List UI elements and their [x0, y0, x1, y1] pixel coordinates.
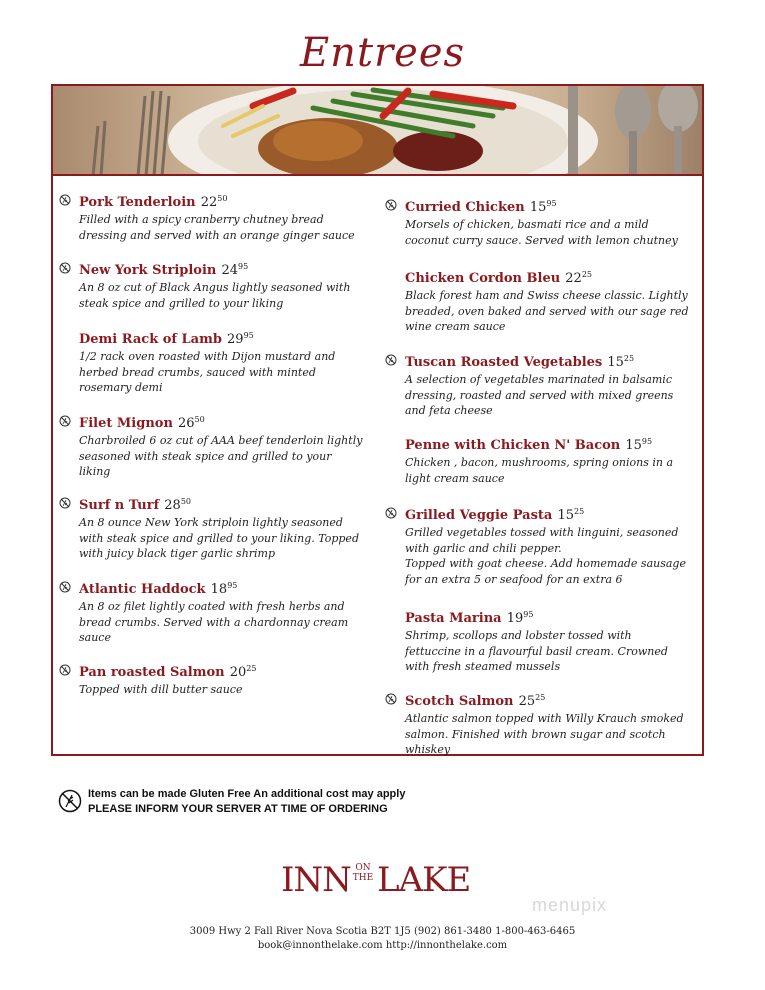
- item-price: $29^{95}$: [227, 331, 254, 347]
- gluten-free-icon: [385, 693, 397, 705]
- gluten-free-icon: [385, 199, 397, 211]
- menu-item: [79, 494, 359, 562]
- item-description: Morsels of chicken, basmati rice and a mild coconut curry sauce. Served with lemon chutney: [405, 218, 678, 247]
- footer-web: book@innonthelake.com http://innonthelake.com: [257, 940, 508, 951]
- item-price: $22^{25}$: [565, 270, 592, 286]
- logo-lake: LAKE: [377, 860, 471, 900]
- menu-item: [79, 191, 355, 243]
- item-description: An 8 oz filet lightly coated with fresh herbs and bread crumbs. Served with a chardonnay cream sauce: [79, 600, 349, 644]
- menu-item: [405, 434, 673, 486]
- item-name: Pan roasted Salmon: [79, 665, 225, 680]
- menu-item: [405, 607, 668, 675]
- item-description: Black forest ham and Swiss cheese classic. Lightly breaded, oven baked and served with our sage red wine cream sauce: [405, 289, 689, 333]
- menu-item: [79, 259, 350, 311]
- item-name: Surf n Turf: [79, 498, 160, 513]
- gluten-free-icon: [59, 262, 71, 274]
- menu-frame: [51, 84, 704, 756]
- logo-inn: INN: [281, 860, 351, 900]
- item-price: $28^{50}$: [164, 497, 191, 513]
- menu-item: [79, 661, 256, 698]
- item-description: Atlantic salmon topped with Willy Krauch smoked salmon. Finished with brown sugar and scotch whiskey: [405, 712, 684, 756]
- gluten-free-icon: [385, 354, 397, 366]
- item-description: 1/2 rack oven roasted with Dijon mustard and herbed bread crumbs, sauced with minted rosemary demi: [79, 350, 336, 394]
- item-name: Filet Mignon: [79, 416, 173, 431]
- gluten-free-icon: [59, 664, 71, 676]
- item-name: Chicken Cordon Bleu: [405, 271, 561, 286]
- item-name: Pork Tenderloin: [79, 195, 196, 210]
- watermark: menupix: [532, 895, 608, 915]
- menu-item: [79, 328, 335, 396]
- item-description: An 8 oz cut of Black Angus lightly seasoned with steak spice and grilled to your liking: [79, 281, 351, 310]
- menu-item: [405, 351, 673, 419]
- item-name: Grilled Veggie Pasta: [405, 508, 553, 523]
- item-price: $15^{25}$: [557, 507, 585, 523]
- item-price: $15^{25}$: [607, 354, 635, 370]
- item-description: An 8 ounce New York striploin lightly seasoned with steak spice and grilled to your liking. Topped with juicy black tiger garlic shrimp: [79, 516, 359, 560]
- item-name: Curried Chicken: [405, 200, 525, 215]
- item-price: $26^{50}$: [178, 415, 205, 431]
- menu-item: [405, 267, 689, 335]
- item-description: Topped with dill butter sauce: [79, 683, 243, 696]
- gluten-free-text: Items can be made Gluten Free An additional cost may apply PLEASE INFORM YOUR SERVER AT TIME OF ORDERING: [88, 788, 406, 815]
- item-description: Shrimp, scollops and lobster tossed with fettuccine in a flavourful basil cream. Crowned with fresh steamed mussels: [405, 629, 668, 673]
- gluten-free-icon: [59, 497, 71, 509]
- item-name: Demi Rack of Lamb: [79, 332, 222, 347]
- gluten-free-icon: [59, 194, 71, 206]
- gluten-free-icon: [58, 789, 82, 813]
- item-name: Penne with Chicken N' Bacon: [405, 438, 621, 453]
- item-price: $20^{25}$: [229, 664, 257, 680]
- page-title: Entrees: [299, 30, 466, 76]
- gluten-free-icon: [59, 581, 71, 593]
- item-price: $24^{95}$: [221, 262, 249, 278]
- item-name: Tuscan Roasted Vegetables: [405, 355, 603, 370]
- item-description: Chicken , bacon, mushrooms, spring onions in a light cream sauce: [405, 456, 674, 485]
- item-price: $22^{50}$: [200, 194, 228, 210]
- item-price: $18^{95}$: [210, 581, 238, 597]
- gluten-free-icon: [59, 415, 71, 427]
- food-photo: [53, 86, 702, 176]
- item-name: Scotch Salmon: [405, 694, 514, 709]
- item-name: Atlantic Haddock: [79, 582, 206, 597]
- menu-item: [405, 196, 678, 248]
- menu-item: [405, 690, 684, 758]
- menu-item: [405, 504, 686, 587]
- item-description: Grilled vegetables tossed with linguini, seasoned with garlic and chili pepper. Topped with goat cheese. Add homemade sausage for an extra 5 or seafood for an extra 6: [405, 526, 686, 586]
- food-photo-illustration: [53, 86, 702, 176]
- logo-on-the: ON THE: [352, 863, 374, 883]
- item-description: Charbroiled 6 oz cut of AAA beef tenderloin lightly seasoned with steak spice and grilled to your liking: [79, 434, 363, 478]
- item-price: $19^{95}$: [506, 610, 534, 626]
- footer-address: 3009 Hwy 2 Fall River Nova Scotia B2T 1J5 (902) 861-3480 1-800-463-6465: [189, 926, 576, 937]
- menu-item: [79, 578, 348, 646]
- gluten-free-icon: [385, 507, 397, 519]
- item-description: Filled with a spicy cranberry chutney bread dressing and served with an orange ginger sauce: [79, 213, 355, 242]
- inn-on-the-lake-logo: [281, 860, 481, 904]
- item-price: $15^{95}$: [529, 199, 557, 215]
- item-price: $15^{95}$: [625, 437, 653, 453]
- footer-contact: [0, 925, 765, 953]
- menu-item: [79, 412, 362, 480]
- item-name: New York Striploin: [79, 263, 217, 278]
- item-price: $25^{25}$: [518, 693, 546, 709]
- item-description: A selection of vegetables marinated in balsamic dressing, roasted and served with mixed greens and feta cheese: [405, 373, 674, 417]
- item-name: Pasta Marina: [405, 611, 502, 626]
